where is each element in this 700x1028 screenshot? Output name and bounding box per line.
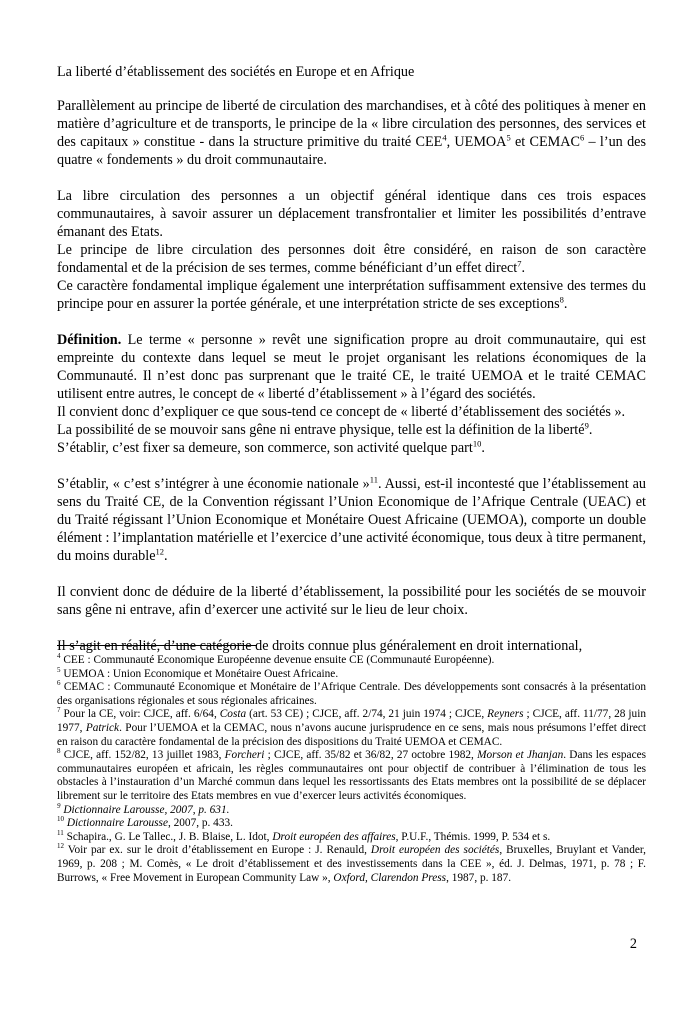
- footnote-7: $^7$ Pour la CE, voir: CJCE, aff. 6/64, Costa (art. 53 CE) ; CJCE, aff. 2/74, 21 juin 1974 ; CJCE, Reyners ; CJCE, aff. 11/77, 28 juin 1977, Patrick. Pour l’UEMOA et la CEMAC, nous n’avons aucune jurisprudence en ce sens, mais nous présumons l’effet direct en raison du caractère fondamental de la précision des dispositions du Traité UEMOA et CEMAC.: [57, 706, 646, 748]
- footnote-ref-12[interactable]: 12: [155, 546, 165, 557]
- footnote-4: $^4$ CEE : Communauté Economique Européenne devenue ensuite CE (Communauté Européenne).: [57, 652, 495, 666]
- paragraph-intro: Parallèlement au principe de liberté de circulation des marchandises, et à côté des politiques à mener en matière d’agriculture et de transports, le principe de la « libre circulation des personnes, des services et des capitaux » constitue - dans la structure primitive du traité CEE$^4$, UEMOA$^5$ et CEMAC$^6$ – l’un des quatre « fondements » du droit communautaire.: [57, 98, 646, 168]
- running-header: La liberté d’établissement des sociétés en Europe et en Afrique: [57, 64, 415, 80]
- footnote-5: $^5$ UEMOA : Union Economique et Monétaire Ouest Africaine.: [57, 665, 339, 680]
- footnote-ref-6[interactable]: 6: [579, 132, 585, 143]
- footnote-8: $^8$ CJCE, aff. 152/82, 13 juillet 1983, Forcheri ; CJCE, aff. 35/82 et 36/82, 27 octobre 1982, Morson et Jhanjan. Dans les espaces communautaires européen et africain, les règles communautaires ont pour objectif de contribuer à l’élimination de tous les obstacles à l’instauration d’un Marché commun dans lequel les ressortissants des Etats membres ont la possibilité de se déplacer librement sur le territoire des Etats membres en vue d’exercer leurs activités économiques.: [57, 747, 646, 802]
- footnote-ref-10[interactable]: 10: [472, 438, 482, 449]
- footnote-ref-4[interactable]: 4: [442, 132, 447, 143]
- paragraph-integration: S’établir, « c’est s’intégrer à une économie nationale »$^{11}$. Aussi, est-il incontesté que l’établissement au sens du Traité CE, de la Convention régissant l’Union Economique de l’Afrique Centrale (UEAC) et du Traité régissant l’Union Economique et Monétaire Ouest Africaine (UEMOA), comporte un double élément : l’implantation matérielle et l’exercice d’une activité économique, tous deux à titre permanent, du moins durable$^{12}$.: [57, 474, 646, 564]
- paragraph-interpretation: Ce caractère fondamental implique également une interprétation suffisamment extensive des termes du principe pour en assurer la portée générale, et une interprétation stricte de ses exceptions$^8$.: [57, 278, 646, 312]
- footnote-ref-5[interactable]: 5: [506, 132, 511, 143]
- footnote-separator: [57, 645, 257, 646]
- footnote-ref-8[interactable]: 8: [559, 294, 564, 305]
- paragraph-direct-effect: Le principe de libre circulation des personnes doit être considéré, en raison de son caractère fondamental et de la précision de ses termes, comme bénéficiant d’un effet direct$^7$.: [57, 242, 646, 276]
- footnotes: [57, 654, 646, 885]
- paragraph-rights: Il s’agit en réalité, d’une catégorie de droits connue plus généralement en droit international,: [57, 638, 583, 654]
- footnote-ref-11[interactable]: 11: [369, 474, 378, 485]
- footnote-11: $^{11}$ Schapira., G. Le Tallec., J. B. Blaise, L. Idot, Droit européen des affaires, P.U.F., Thémis. 1999, P. 534 et s.: [57, 828, 551, 843]
- footnote-12: $^{12}$ Voir par ex. sur le droit d’établissement en Europe : J. Renauld, Droit européen des sociétés, Bruxelles, Bruylant et Vander, 1969, p. 208 ; M. Comès, « Le droit d’établissement et des investissements dans la CEE », éd. J. Delmas, 1971, p. 78 ; F. Burrows, « Free Movement in European Community Law », Oxford, Clarendon Press, 1987, p. 187.: [57, 842, 647, 884]
- main-text: [57, 97, 646, 655]
- footnote-9: $^9$ Dictionnaire Larousse, 2007, p. 631.: [57, 801, 230, 816]
- definition-heading: Définition.: [57, 332, 122, 348]
- paragraph-objective: La libre circulation des personnes a un objectif général identique dans ces trois espaces communautaires, à savoir assurer un déplacement transfrontalier et limiter les possibilités d’entrave émanant des Etats.: [57, 188, 646, 240]
- paragraph-explain: Il convient donc d’expliquer ce que sous-tend ce concept de « liberté d’établissement des sociétés ».: [57, 404, 626, 420]
- paragraph-establish: S’établir, c’est fixer sa demeure, son commerce, son activité quelque part$^{10}$.: [57, 438, 485, 456]
- footnote-ref-9[interactable]: 9: [584, 420, 589, 431]
- footnote-ref-7[interactable]: 7: [517, 258, 522, 269]
- paragraph-deduction: Il convient donc de déduire de la liberté d’établissement, la possibilité pour les sociétés de se mouvoir sans gêne ni entrave, afin d’exercer une activité sur le lieu de leur choix.: [57, 584, 646, 618]
- footnote-6: $^6$ CEMAC : Communauté Economique et Monétaire de l’Afrique Centrale. Des développements sont consacrés à la présentation des organisations régionales et sous régionales africaines.: [57, 679, 646, 707]
- paragraph-definition: Définition. Le terme « personne » revêt une signification propre au droit communautaire, qui est empreinte du contexte dans lequel se meut le projet organisant les relations économiques de la Communauté. Il n’est donc pas surprenant que le traité CE, le traité UEMOA et le traité CEMAC utilisent entre autres, le concept de « liberté d’établissement » à l’égard des sociétés.: [57, 332, 646, 402]
- paragraph-liberty: La possibilité de se mouvoir sans gêne ni entrave physique, telle est la définition de la liberté$^9$.: [57, 420, 593, 438]
- footnote-10: $^{10}$ Dictionnaire Larousse, 2007, p. 433.: [57, 815, 233, 830]
- page-number: 2: [629, 936, 637, 952]
